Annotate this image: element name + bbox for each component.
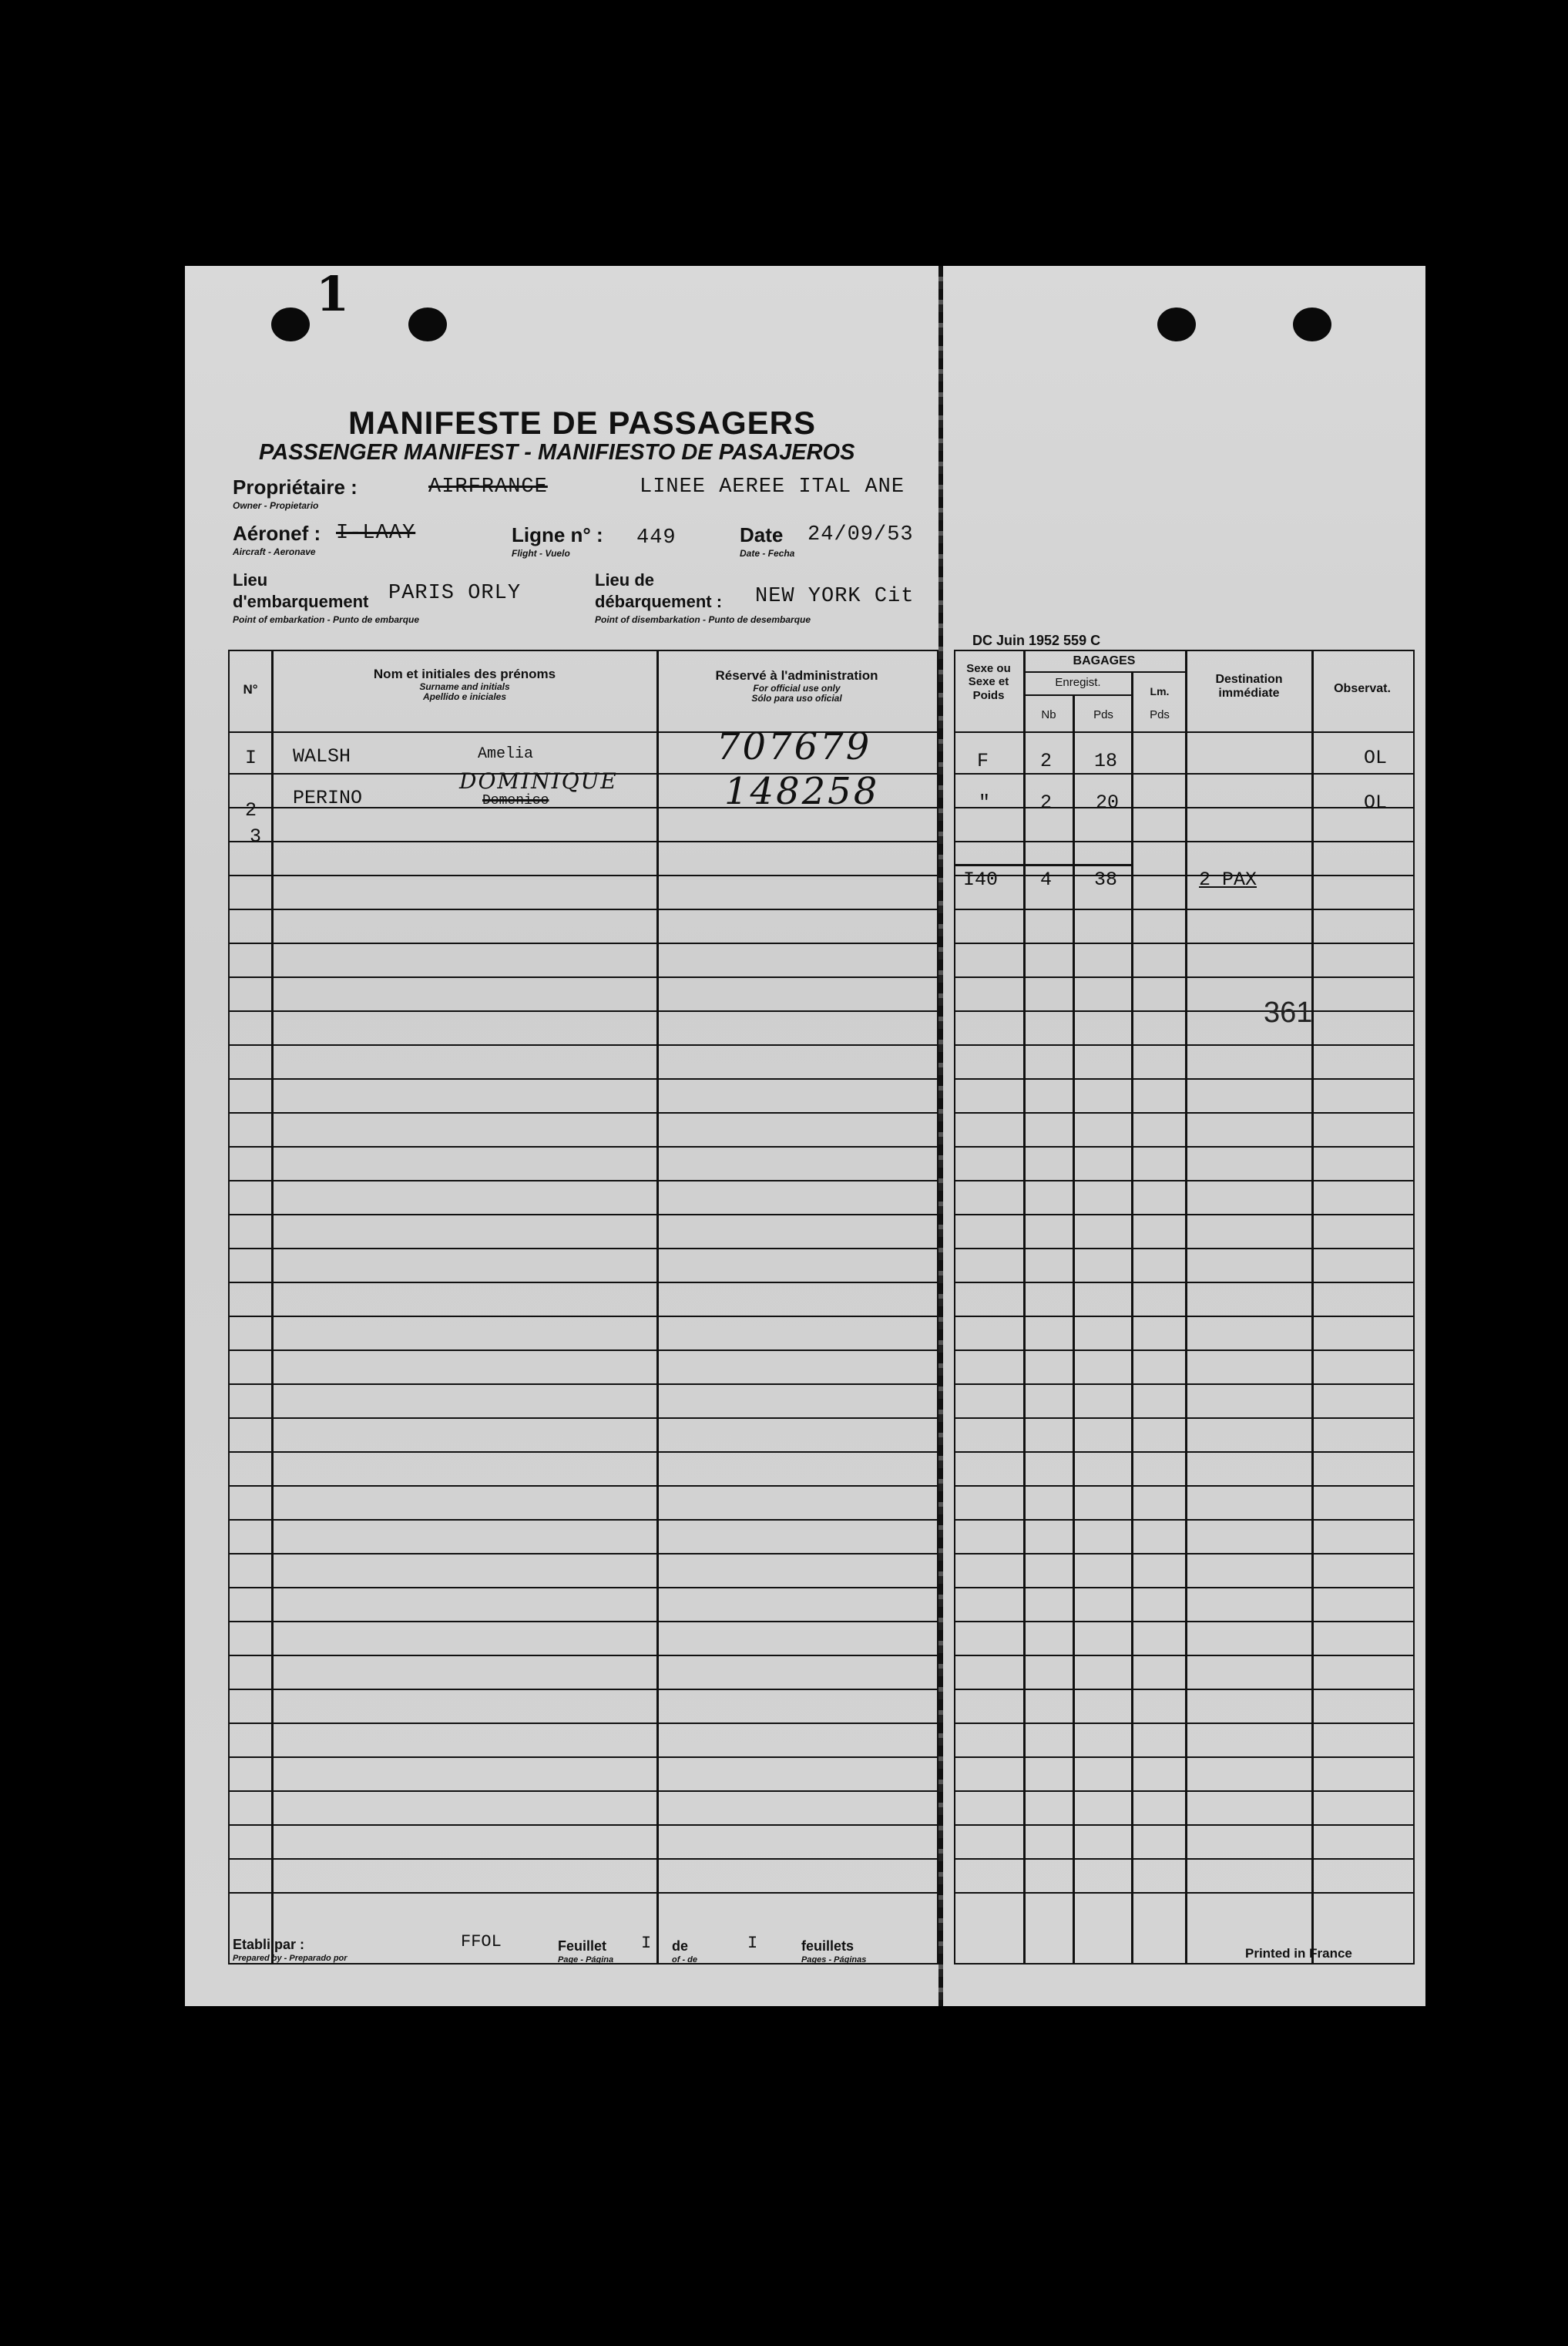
col-divider-dest [1311,650,1314,1963]
row-rule [954,841,1413,842]
row-rule [228,1824,937,1826]
row-rule [954,1078,1413,1080]
row-rule [228,1621,937,1622]
row-2-given: DOMINIQUE [459,768,618,794]
printed-in-france: Printed in France [1245,1946,1352,1961]
row-rule [954,807,1413,808]
col-header-admin-fr: Réservé à l'administration [715,668,878,683]
row-2-remarks: OL [1364,792,1388,814]
col-header-sex: Sexe ou Sexe et Poids [966,662,1011,702]
row-rule [228,1146,937,1148]
col-header-nb: Nb [1041,708,1056,721]
row-rule [954,1451,1413,1453]
row-rule [954,1587,1413,1588]
row-rule [954,976,1413,978]
totals-rule [955,864,1133,866]
punch-hole-left-2 [408,308,447,341]
row-rule [228,1519,937,1521]
row-rule [228,1858,937,1860]
of-sublabel: of - de [672,1955,697,1965]
of-value: I [747,1934,758,1953]
row-rule [954,1282,1413,1283]
col-header-admin-es: Sólo para uso oficial [751,693,842,704]
registered-rule [1023,694,1133,696]
flight-label: Ligne n° : [512,523,603,546]
total-destination: 2 PAX [1199,869,1257,891]
prepared-by-value: FFOL [461,1932,502,1951]
passenger-table-left [228,650,938,1965]
col-header-baggage: BAGAGES [1073,654,1136,667]
col-divider-no [271,650,274,1963]
row-rule [954,1519,1413,1521]
row-rule [954,1689,1413,1690]
form-title: MANIFESTE DE PASSAGERS [348,405,816,441]
row-rule [954,1112,1413,1114]
col-header-registered: Enregist. [1055,676,1101,689]
disembark-value: NEW YORK Cit [755,585,915,608]
col-divider-sex [1023,650,1026,1963]
row-rule [228,1349,937,1351]
aircraft-sublabel: Aircraft - Aeronave [233,546,316,557]
row-rule [228,1485,937,1487]
sheet-label: Feuillet [558,1938,607,1954]
row-2-surname: PERINO [293,787,363,809]
owner-label: Propriétaire : [233,476,358,499]
flight-sublabel: Flight - Vuelo [512,548,570,559]
col-divider-name [656,650,659,1963]
row-rule [954,1824,1413,1826]
row-rule [954,1417,1413,1419]
total-nb: 4 [1040,869,1053,891]
fold-line [938,266,943,2006]
row-rule [228,1078,937,1080]
row-rule [228,1248,937,1249]
row-rule [228,1180,937,1181]
row-rule [228,1756,937,1758]
total-pds: 38 [1094,869,1118,891]
form-subtitle: PASSENGER MANIFEST - MANIFIESTO DE PASAJEROS [259,440,855,465]
embark-sublabel: Point of embarkation - Punto de embarque [233,614,420,625]
row-rule [228,943,937,944]
punch-hole-right-1 [1157,308,1196,341]
row-rule [954,1655,1413,1656]
row-1-no: I [245,747,257,769]
col-header-name-es: Apellido e iniciales [422,691,507,703]
row-rule [954,1790,1413,1792]
row-rule [228,1316,937,1317]
row-rule [954,1214,1413,1215]
row-rule [228,1553,937,1554]
row-rule [954,1892,1413,1894]
row-rule [954,1756,1413,1758]
row-rule [954,1621,1413,1622]
row-1-pds: 18 [1094,750,1118,772]
row-rule [954,875,1413,876]
row-rule [228,1723,937,1724]
date-label: Date [740,523,784,546]
date-sublabel: Date - Fecha [740,548,795,559]
row-2-given-struck: Domenico [482,793,549,808]
row-rule [954,1349,1413,1351]
row-rule [954,1146,1413,1148]
manifest-sheet [185,266,1425,2006]
row-rule [954,1553,1413,1554]
owner-value: LINEE AEREE ITAL ANE [640,476,905,499]
of-label: de [672,1938,689,1954]
embark-value: PARIS ORLY [388,582,522,605]
flight-value: 449 [636,526,677,550]
punch-hole-right-2 [1293,308,1331,341]
col-header-hand: Lm. [1150,685,1170,697]
row-rule [228,909,937,910]
row-rule [954,943,1413,944]
total-weight: I40 [963,869,999,891]
col-header-admin [660,668,934,704]
baggage-rule [1023,671,1187,673]
col-header-name [274,667,655,703]
col-header-name-fr: Nom et initiales des prénoms [373,667,556,681]
owner-struck-value: AIRFRANCE [428,476,548,499]
sheet-sublabel: Page - Página [558,1955,614,1965]
row-rule [228,1282,937,1283]
row-rule [954,909,1413,910]
col-divider-nb [1073,694,1075,1963]
owner-sublabel: Owner - Propietario [233,500,319,511]
col-header-no: N° [243,682,258,697]
row-rule [228,1587,937,1588]
row-1-sex: F [977,750,989,772]
row-1-remarks: OL [1364,747,1388,769]
row-1-nb: 2 [1040,750,1053,772]
row-rule [228,1010,937,1012]
row-rule [228,1892,937,1894]
col-divider-pds [1131,673,1133,1963]
row-rule [954,1485,1413,1487]
row-rule [228,1112,937,1114]
disembark-sublabel: Point of disembarkation - Punto de desembarque [595,614,811,625]
row-rule [228,841,937,842]
col-header-pds: Pds [1093,708,1113,721]
sheet-value: I [641,1934,652,1953]
row-rule [228,1214,937,1215]
row-2-nb: 2 [1040,792,1053,814]
page-stamp-number: 361 [1264,997,1313,1029]
prepared-by-sublabel: Prepared by - Preparado por [233,1954,348,1963]
row-rule [954,1383,1413,1385]
scan-mark: 1 [316,266,350,322]
row-3-no: 3 [250,825,262,848]
row-2-no: 2 [245,799,257,822]
col-header-remarks: Observat. [1334,682,1391,695]
row-rule [954,773,1413,775]
row-rule [228,1689,937,1690]
col-header-name-en: Surname and initials [419,681,510,692]
header-rule-right [954,731,1413,733]
row-rule [954,1180,1413,1181]
row-rule [228,1417,937,1419]
col-divider-hand [1185,650,1187,1963]
row-rule [954,1044,1413,1046]
prepared-by-label: Etabli par : [233,1937,305,1952]
sheets-label: feuillets [801,1938,855,1954]
aircraft-label: Aéronef : [233,522,321,545]
row-rule [228,1655,937,1656]
row-rule [228,1790,937,1792]
row-rule [954,1316,1413,1317]
row-rule [228,1044,937,1046]
row-2-admin: 148258 [724,770,880,813]
row-rule [228,1383,937,1385]
sheets-sublabel: Pages - Páginas [801,1955,867,1965]
row-rule [954,1010,1413,1012]
row-1-given: Amelia [478,745,534,763]
row-rule [954,1248,1413,1249]
row-rule [228,1451,937,1453]
form-code: DC Juin 1952 559 C [972,633,1101,648]
disembark-label: Lieu de débarquement : [595,570,723,611]
row-rule [228,875,937,876]
col-header-destination: Destination immédiate [1215,673,1283,701]
row-rule [954,1858,1413,1860]
punch-hole-left-1 [271,308,310,341]
row-2-sex: " [979,792,991,814]
row-1-admin: 707679 [717,725,872,768]
col-header-hand-pds: Pds [1150,708,1170,721]
date-value: 24/09/53 [808,523,914,546]
row-2-pds: 20 [1096,792,1120,814]
row-1-surname: WALSH [293,745,351,768]
aircraft-value: I-LAAY [336,522,416,545]
col-header-admin-en: For official use only [753,682,841,694]
embark-label: Lieu d'embarquement [233,570,369,611]
row-rule [228,976,937,978]
row-rule [954,1723,1413,1724]
